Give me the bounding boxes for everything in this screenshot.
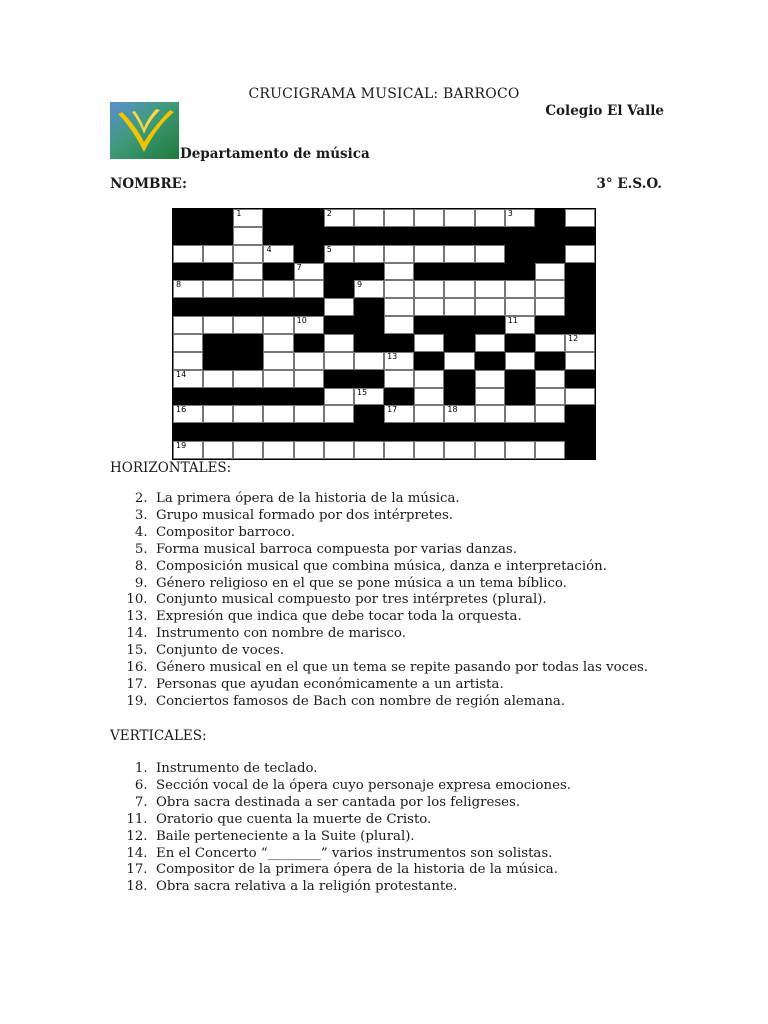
clue-number: 3 [507, 209, 513, 218]
clue-number: 19 [176, 441, 187, 451]
crossword-block [444, 334, 474, 352]
crossword-cell[interactable] [173, 334, 203, 352]
clue-text: Conciertos famosos de Bach con nombre de región alemana. [156, 693, 566, 709]
crossword-block [444, 316, 474, 334]
crossword-cell[interactable] [233, 245, 263, 263]
crossword-cell[interactable] [263, 245, 293, 263]
crossword-block [414, 227, 444, 245]
clue-number-label: 17. [126, 676, 156, 692]
crossword-cell[interactable] [324, 352, 354, 370]
crossword-cell[interactable] [263, 370, 293, 388]
clue-number: 16 [176, 405, 187, 415]
clue-number-label: 6. [134, 777, 156, 793]
crossword-cell[interactable] [324, 298, 354, 316]
clue-number: 18 [447, 405, 458, 415]
clue-text: Instrumento de teclado. [156, 761, 318, 776]
crossword-cell[interactable] [203, 245, 233, 263]
crossword-cell[interactable] [294, 370, 324, 388]
crossword-cell[interactable] [324, 441, 354, 459]
crossword-cell[interactable] [294, 352, 324, 370]
crossword-block [203, 334, 233, 352]
crossword-cell[interactable] [414, 280, 444, 298]
clue-item [110, 778, 571, 795]
crossword-block [535, 352, 565, 370]
crossword-cell[interactable] [444, 298, 474, 316]
crossword-block [294, 423, 324, 441]
clue-text: Género musical en el que un tema se repite pasando por todas las voces. [156, 660, 649, 676]
crossword-cell[interactable] [475, 280, 505, 298]
crossword-block [294, 334, 324, 352]
crossword-cell[interactable] [505, 316, 535, 334]
clue-number-label: 18. [126, 879, 156, 895]
crossword-block [505, 334, 535, 352]
clue-text: Género religioso en el que se pone música a un tema bíblico. [156, 575, 567, 591]
crossword-cell[interactable] [173, 280, 203, 298]
crossword-cell[interactable] [475, 245, 505, 263]
crossword-block [565, 441, 595, 459]
crossword-cell[interactable] [233, 370, 263, 388]
clue-text: Obra sacra destinada a ser cantada por los feligreses. [156, 794, 521, 810]
clue-number: 8 [176, 280, 182, 290]
crossword-cell[interactable] [324, 405, 354, 423]
crossword-cell[interactable] [444, 352, 474, 370]
clue-number: 15 [356, 387, 368, 397]
clue-item [110, 542, 648, 559]
crossword-cell[interactable] [414, 388, 444, 406]
crossword-cell[interactable] [414, 209, 444, 227]
clue-number: 5 [326, 244, 332, 254]
crossword-cell[interactable] [233, 209, 263, 227]
crossword-cell[interactable] [203, 280, 233, 298]
clue-number: 11 [507, 316, 518, 326]
crossword-block [565, 280, 595, 298]
crossword-block [444, 388, 474, 406]
crossword-cell[interactable] [354, 209, 384, 227]
crossword-cell[interactable] [505, 405, 535, 423]
clue-number-label: 5. [134, 541, 156, 557]
crossword-cell[interactable] [384, 245, 414, 263]
clue-item [110, 609, 648, 626]
crossword-cell[interactable] [505, 298, 535, 316]
crossword-block [263, 209, 293, 227]
crossword-block [475, 423, 505, 441]
crossword-block [233, 298, 263, 316]
crossword-cell[interactable] [263, 280, 293, 298]
crossword-block [444, 370, 474, 388]
crossword-block [233, 388, 263, 406]
crossword-cell[interactable] [384, 352, 414, 370]
clue-item [110, 525, 648, 542]
clue-number-label: 1. [134, 761, 156, 776]
crossword-cell[interactable] [294, 316, 324, 334]
crossword-cell[interactable] [475, 334, 505, 352]
crossword-cell[interactable] [233, 263, 263, 281]
crossword-grid [172, 208, 596, 460]
crossword-block [535, 316, 565, 334]
crossword-block [384, 388, 414, 406]
crossword-block [324, 423, 354, 441]
clue-text: Conjunto de voces. [156, 643, 285, 659]
crossword-cell[interactable] [535, 441, 565, 459]
crossword-block [294, 227, 324, 245]
grade-label: 3° E.S.O. [596, 176, 662, 192]
crossword-cell[interactable] [294, 280, 324, 298]
crossword-cell[interactable] [384, 405, 414, 423]
crossword-cell[interactable] [263, 405, 293, 423]
crossword-cell[interactable] [384, 209, 414, 227]
crossword-block [354, 423, 384, 441]
crossword-block [535, 227, 565, 245]
crossword-block [354, 263, 384, 281]
clue-number-label: 14. [126, 845, 156, 861]
crossword-cell[interactable] [294, 405, 324, 423]
clue-item [110, 576, 648, 593]
crossword-cell[interactable] [263, 441, 293, 459]
crossword-cell[interactable] [203, 441, 233, 459]
clue-item [110, 643, 648, 660]
crossword-block [173, 423, 203, 441]
clue-item [110, 879, 571, 896]
clue-number: 6 [537, 244, 543, 254]
crossword-cell[interactable] [475, 298, 505, 316]
crossword-block [294, 298, 324, 316]
clue-number-label: 4. [134, 524, 156, 540]
crossword-block [173, 209, 203, 227]
crossword-cell[interactable] [414, 245, 444, 263]
crossword-block [233, 352, 263, 370]
crossword-cell[interactable] [233, 227, 263, 245]
crossword-cell[interactable] [535, 405, 565, 423]
crossword-block [203, 209, 233, 227]
clue-text: Forma musical barroca compuesta por varias danzas. [156, 541, 517, 557]
crossword-cell[interactable] [173, 441, 203, 459]
crossword-cell[interactable] [233, 441, 263, 459]
crossword-cell[interactable] [535, 334, 565, 352]
clue-number-label: 15. [126, 643, 156, 659]
school-name: Colegio El Valle [545, 103, 664, 119]
crossword-cell[interactable] [535, 388, 565, 406]
crossword-cell[interactable] [173, 352, 203, 370]
crossword-block [535, 423, 565, 441]
clue-item [110, 592, 648, 609]
clue-item [110, 677, 648, 694]
clue-number-label: 9. [134, 575, 156, 591]
clue-number: 17 [387, 405, 398, 415]
crossword-cell[interactable] [414, 370, 444, 388]
clue-number-label: 3. [134, 507, 156, 523]
clue-number: 4 [266, 244, 272, 254]
clue-number: 10 [296, 316, 307, 326]
crossword-cell[interactable] [414, 441, 444, 459]
crossword-block [444, 423, 474, 441]
clue-item [110, 508, 648, 525]
crossword-block [475, 263, 505, 281]
crossword-block [263, 227, 293, 245]
crossword-block [324, 227, 354, 245]
clue-number-label: 10. [126, 592, 156, 608]
crossword-cell[interactable] [565, 245, 595, 263]
crossword-block [233, 334, 263, 352]
crossword-block [324, 316, 354, 334]
crossword-cell[interactable] [444, 441, 474, 459]
crossword-cell[interactable] [203, 370, 233, 388]
crossword-cell[interactable] [203, 405, 233, 423]
crossword-block [444, 227, 474, 245]
clue-text: Composición musical que combina música, danza e interpretación. [156, 558, 607, 574]
crossword-cell[interactable] [384, 280, 414, 298]
crossword-cell[interactable] [173, 405, 203, 423]
crossword-cell[interactable] [475, 370, 505, 388]
clue-text: Baile perteneciente a la Suite (plural). [156, 828, 415, 844]
crossword-block [294, 388, 324, 406]
crossword-block [565, 370, 595, 388]
clue-number: 9 [356, 280, 363, 290]
crossword-block [173, 263, 203, 281]
clue-text: Compositor barroco. [156, 524, 295, 540]
crossword-cell[interactable] [535, 263, 565, 281]
crossword-block [384, 334, 414, 352]
crossword-cell[interactable] [203, 316, 233, 334]
clue-text: En el Concerto “________” varios instrumentos son solistas. [156, 845, 553, 861]
crossword-cell[interactable] [535, 370, 565, 388]
crossword-block [505, 388, 535, 406]
crossword-cell[interactable] [535, 280, 565, 298]
crossword-cell[interactable] [444, 280, 474, 298]
clue-item [110, 812, 571, 829]
crossword-block [505, 245, 535, 263]
crossword-cell[interactable] [444, 405, 474, 423]
crossword-cell[interactable] [324, 245, 354, 263]
crossword-block [354, 334, 384, 352]
clue-item [110, 862, 571, 879]
crossword-block [535, 209, 565, 227]
clue-item [110, 491, 648, 508]
crossword-block [565, 423, 595, 441]
clue-number-label: 14. [126, 626, 156, 642]
crossword-cell[interactable] [475, 405, 505, 423]
crossword-block [203, 263, 233, 281]
crossword-block [505, 227, 535, 245]
crossword-block [294, 209, 324, 227]
crossword-block [384, 423, 414, 441]
crossword-block [444, 263, 474, 281]
crossword-block [565, 316, 595, 334]
crossword-cell[interactable] [414, 334, 444, 352]
clue-text: Compositor de la primera ópera de la historia de la música. [156, 862, 558, 878]
crossword-block [414, 316, 444, 334]
crossword-block [565, 227, 595, 245]
name-label: NOMBRE: [110, 176, 187, 192]
crossword-cell[interactable] [505, 209, 535, 227]
clue-number: 2 [326, 209, 332, 218]
crossword-cell[interactable] [444, 209, 474, 227]
crossword-cell[interactable] [233, 316, 263, 334]
crossword-block [414, 423, 444, 441]
crossword-cell[interactable] [475, 209, 505, 227]
clue-item [110, 559, 648, 576]
crossword-cell[interactable] [565, 388, 595, 406]
crossword-block [203, 388, 233, 406]
clue-item [110, 694, 648, 711]
crossword-block [505, 370, 535, 388]
crossword-cell[interactable] [173, 370, 203, 388]
crossword-cell[interactable] [263, 334, 293, 352]
crossword-cell[interactable] [354, 280, 384, 298]
clue-number-label: 12. [126, 828, 156, 844]
crossword-cell[interactable] [475, 441, 505, 459]
clue-number-label: 8. [134, 558, 156, 574]
crossword-cell[interactable] [324, 388, 354, 406]
clue-text: Obra sacra relativa a la religión protestante. [156, 879, 458, 895]
crossword-block [354, 227, 384, 245]
crossword-block [354, 370, 384, 388]
crossword-cell[interactable] [535, 298, 565, 316]
crossword-block [203, 298, 233, 316]
crossword-block [354, 316, 384, 334]
verticales-heading: VERTICALES: [110, 728, 207, 744]
clue-item [110, 626, 648, 643]
clue-number-label: 16. [126, 660, 156, 676]
crossword-cell[interactable] [384, 370, 414, 388]
horizontales-heading: HORIZONTALES: [110, 460, 232, 476]
horizontales-list [110, 491, 648, 711]
clue-text: Sección vocal de la ópera cuyo personaje expresa emociones. [156, 777, 571, 793]
clue-text: La primera ópera de la historia de la música. [156, 491, 460, 506]
crossword-cell[interactable] [354, 245, 384, 263]
crossword-block [565, 263, 595, 281]
verticales-list [110, 761, 571, 896]
school-logo-icon [110, 102, 179, 159]
crossword-cell[interactable] [233, 405, 263, 423]
department-label: Departamento de música [180, 146, 370, 162]
clue-number-label: 11. [126, 811, 156, 827]
clue-number-label: 19. [126, 693, 156, 709]
crossword-cell[interactable] [414, 405, 444, 423]
crossword-block [173, 227, 203, 245]
clue-text: Grupo musical formado por dos intérpretes. [156, 507, 454, 523]
crossword-block [203, 227, 233, 245]
clue-number: 14 [176, 369, 187, 379]
clue-number-label: 13. [126, 609, 156, 625]
crossword-cell[interactable] [173, 245, 203, 263]
crossword-block [263, 298, 293, 316]
crossword-block [475, 352, 505, 370]
clue-text: Oratorio que cuenta la muerte de Cristo. [156, 811, 432, 827]
crossword-cell[interactable] [475, 388, 505, 406]
clue-number-label: 7. [134, 794, 156, 810]
crossword-cell[interactable] [354, 352, 384, 370]
crossword-block [263, 388, 293, 406]
crossword-cell[interactable] [414, 298, 444, 316]
clue-text: Expresión que indica que debe tocar toda la orquesta. [156, 609, 522, 625]
crossword-cell[interactable] [505, 280, 535, 298]
crossword-block [414, 352, 444, 370]
crossword-cell[interactable] [384, 263, 414, 281]
crossword-block [233, 423, 263, 441]
crossword-block [565, 298, 595, 316]
crossword-cell[interactable] [233, 280, 263, 298]
clue-number: 1 [236, 209, 242, 218]
crossword-cell[interactable] [505, 352, 535, 370]
crossword-cell[interactable] [294, 441, 324, 459]
clue-text: Instrumento con nombre de marisco. [156, 626, 406, 642]
crossword-cell[interactable] [354, 441, 384, 459]
crossword-block [294, 245, 324, 263]
crossword-cell[interactable] [324, 334, 354, 352]
crossword-block [505, 423, 535, 441]
crossword-cell[interactable] [324, 209, 354, 227]
clue-text: Personas que ayudan económicamente a un artista. [156, 676, 504, 692]
crossword-block [263, 423, 293, 441]
clue-item [110, 761, 571, 778]
crossword-block [354, 405, 384, 423]
crossword-cell[interactable] [384, 441, 414, 459]
crossword-block [324, 370, 354, 388]
crossword-cell[interactable] [294, 263, 324, 281]
crossword-block [475, 316, 505, 334]
crossword-cell[interactable] [565, 209, 595, 227]
clue-number-label: 2. [134, 491, 156, 506]
crossword-block [203, 352, 233, 370]
crossword-block [324, 280, 354, 298]
crossword-cell[interactable] [505, 441, 535, 459]
crossword-cell[interactable] [384, 298, 414, 316]
page-title: CRUCIGRAMA MUSICAL: BARROCO [248, 86, 520, 102]
crossword-cell[interactable] [173, 316, 203, 334]
crossword-cell[interactable] [565, 352, 595, 370]
crossword-block [475, 227, 505, 245]
clue-item [110, 829, 571, 846]
crossword-block [324, 263, 354, 281]
crossword-block [173, 388, 203, 406]
crossword-block [535, 245, 565, 263]
clue-item [110, 846, 571, 863]
crossword-block [173, 298, 203, 316]
clue-text: Conjunto musical compuesto por tres intérpretes (plural). [156, 592, 547, 608]
clue-item [110, 795, 571, 812]
crossword-cell[interactable] [263, 316, 293, 334]
clue-number-label: 17. [126, 862, 156, 878]
crossword-cell[interactable] [354, 388, 384, 406]
crossword-block [263, 263, 293, 281]
clue-number: 12 [568, 334, 579, 344]
crossword-cell[interactable] [565, 334, 595, 352]
crossword-block [565, 405, 595, 423]
crossword-block [354, 298, 384, 316]
clue-number: 7 [296, 262, 302, 272]
crossword-cell[interactable] [384, 316, 414, 334]
clue-item [110, 660, 648, 677]
crossword-block [414, 263, 444, 281]
crossword-block [203, 423, 233, 441]
crossword-cell[interactable] [263, 352, 293, 370]
crossword-cell[interactable] [444, 245, 474, 263]
clue-number: 13 [387, 351, 398, 361]
crossword-block [505, 263, 535, 281]
crossword-block [384, 227, 414, 245]
